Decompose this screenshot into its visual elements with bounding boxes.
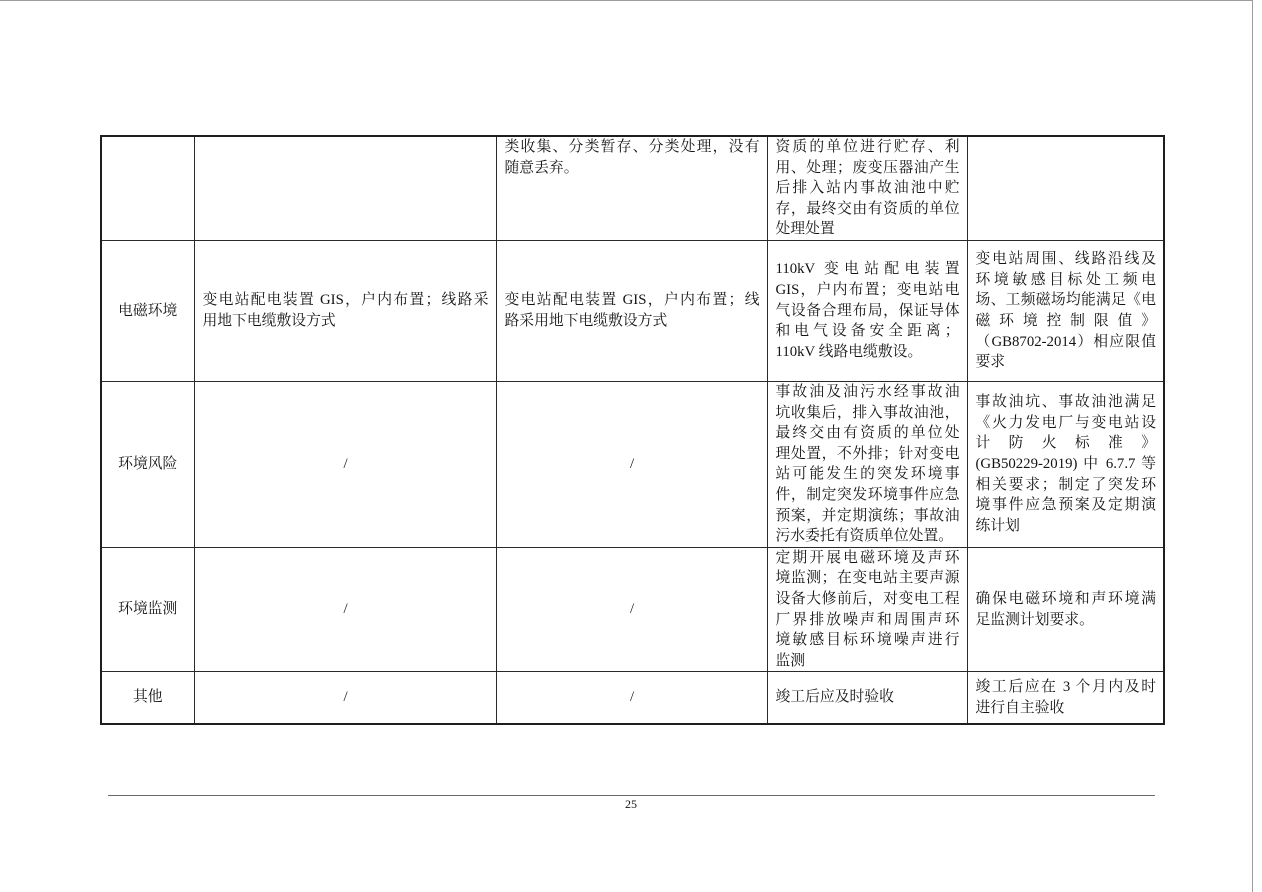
cell-col4 <box>767 547 967 672</box>
cell-line: 设备大修前后，对变电工程 <box>775 590 960 607</box>
cell-col4 <box>767 381 967 547</box>
cell-col2 <box>194 136 496 240</box>
cell-category <box>101 381 194 547</box>
cell-col5 <box>967 240 1164 381</box>
cell-line: 和电气设备安全距离； <box>775 323 960 340</box>
cell-col2 <box>194 381 496 547</box>
cell-col4 <box>767 136 967 240</box>
cell-col3 <box>496 547 767 672</box>
category-label: 其他 <box>132 689 163 706</box>
cell-line: 用、处理；废变压器油产生 <box>775 159 960 176</box>
cell-line: 存，最终交由有资质的单位 <box>775 200 960 217</box>
cell-line: 境监测；在变电站主要声源 <box>775 570 960 587</box>
cell-line: 类收集、分类暂存、分类处理，没有 <box>504 139 760 155</box>
cell-line: 足监测计划要求。 <box>975 611 1094 628</box>
cell-line: （GB8702-2014）相应限值 <box>975 333 1156 350</box>
cell-line: 磁环境控制限值》 <box>975 312 1156 329</box>
cell-line: 110kV 变电站配电装置 <box>775 261 960 278</box>
cell-line: 监测 <box>775 652 806 669</box>
cell-line: 随意丢弃。 <box>504 159 579 176</box>
cell-line: 件，制定突发环境事件应急 <box>775 486 960 503</box>
cell-line: 《火力发电厂与变电站设 <box>975 414 1156 431</box>
cell-line: 境事件应急预案及定期演 <box>975 497 1156 514</box>
cell-line: 资质的单位进行贮存、利 <box>775 139 960 155</box>
cell-line: GIS，户内布置；变电站电 <box>775 282 960 299</box>
cell-col2 <box>194 672 496 724</box>
cell-line: 境敏感目标环境噪声进行 <box>775 632 960 649</box>
cell-line: / <box>343 456 348 473</box>
cell-line: 理处置，不外排；针对变电 <box>775 445 960 462</box>
cell-line: 进行自主验收 <box>975 699 1065 716</box>
cell-line: 竣工后应在 3 个月内及时 <box>975 678 1156 695</box>
cell-line: 后排入站内事故油池中贮 <box>775 180 960 197</box>
cell-col3 <box>496 381 767 547</box>
cell-line: 污水委托有资质单位处置。 <box>775 528 954 545</box>
cell-line: 变电站配电装置 GIS，户内布置；线路采 <box>202 292 489 309</box>
cell-col3 <box>496 136 767 240</box>
table-row <box>101 240 1164 381</box>
cell-col3 <box>496 672 767 724</box>
cell-line: 练计划 <box>975 517 1020 534</box>
cell-col4 <box>767 240 967 381</box>
cell-line: / <box>343 689 348 706</box>
cell-line: 事故油及油污水经事故油 <box>775 383 960 400</box>
cell-line: / <box>629 601 635 618</box>
cell-line: 竣工后应及时验收 <box>775 689 894 706</box>
cell-line: 路采用地下电缆敷设方式 <box>504 312 668 329</box>
category-label: 环境监测 <box>118 601 178 618</box>
cell-line: 处理处置 <box>775 221 835 238</box>
cell-col3 <box>496 240 767 381</box>
cell-col2 <box>194 547 496 672</box>
cell-category <box>101 672 194 724</box>
cell-col5 <box>967 672 1164 724</box>
cell-line: 场、工频磁场均能满足《电 <box>975 292 1156 309</box>
category-label: 电磁环境 <box>118 302 178 319</box>
environmental-measures-table <box>100 135 1165 725</box>
cell-line: 110kV 线路电缆敷设。 <box>775 343 923 360</box>
cell-col5 <box>967 136 1164 240</box>
cell-line: 坑收集后，排入事故油池， <box>775 404 960 421</box>
cell-line: 确保电磁环境和声环境满 <box>975 590 1156 607</box>
cell-line: 厂界排放噪声和周围声环 <box>775 611 960 628</box>
cell-line: 站可能发生的突发环境事 <box>775 466 960 483</box>
cell-line: 变电站配电装置 GIS，户内布置；线 <box>504 292 760 309</box>
cell-category <box>101 136 194 240</box>
cell-line: / <box>343 601 348 618</box>
cell-col5 <box>967 381 1164 547</box>
cell-line: 相关要求；制定了突发环 <box>975 476 1156 493</box>
table-row <box>101 381 1164 547</box>
cell-category <box>101 240 194 381</box>
cell-line: 预案，并定期演练；事故油 <box>775 507 960 524</box>
cell-line: 用地下电缆敷设方式 <box>202 312 336 329</box>
cell-line: / <box>629 456 635 473</box>
cell-line: 环境敏感目标处工频电 <box>975 271 1156 288</box>
cell-line: 计防火标准》 <box>975 435 1156 452</box>
cell-col5 <box>967 547 1164 672</box>
cell-line: 最终交由有资质的单位处 <box>775 425 960 442</box>
table-row <box>101 547 1164 672</box>
cell-line: 定期开展电磁环境及声环 <box>775 549 960 566</box>
table-row <box>101 136 1164 240</box>
cell-line: / <box>629 689 635 706</box>
cell-line: 事故油坑、事故油池满足 <box>975 394 1156 411</box>
cell-line: 气设备合理布局，保证导体 <box>775 302 960 319</box>
cell-category <box>101 547 194 672</box>
cell-line: 变电站周围、线路沿线及 <box>975 251 1156 268</box>
cell-col4 <box>767 672 967 724</box>
category-label: 环境风险 <box>118 456 178 473</box>
cell-line: (GB50229-2019) 中 6.7.7 等 <box>975 456 1156 473</box>
cell-line: 要求 <box>975 354 1006 371</box>
cell-col2 <box>194 240 496 381</box>
page-number: 25 <box>625 797 637 811</box>
table-row <box>101 672 1164 724</box>
